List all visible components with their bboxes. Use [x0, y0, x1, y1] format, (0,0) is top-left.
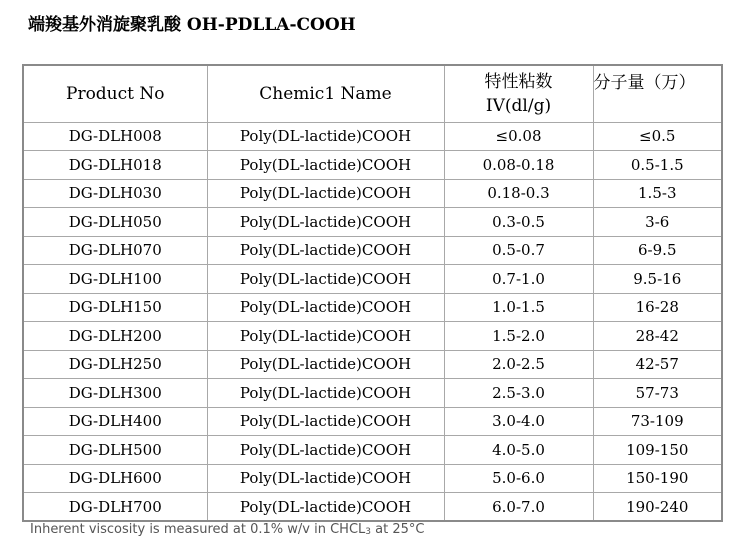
- cell-intrinsic-viscosity: 6.0-7.0: [444, 493, 593, 522]
- cell-product-no: DG-DLH018: [23, 151, 207, 180]
- cell-product-no: DG-DLH008: [23, 122, 207, 151]
- cell-chemical-name: Poly(DL-lactide)COOH: [207, 322, 444, 351]
- cell-chemical-name: Poly(DL-lactide)COOH: [207, 265, 444, 294]
- footnote-subscript: 3: [365, 527, 372, 537]
- cell-intrinsic-viscosity: 0.18-0.3: [444, 179, 593, 208]
- cell-intrinsic-viscosity: 4.0-5.0: [444, 436, 593, 465]
- cell-product-no: DG-DLH300: [23, 379, 207, 408]
- table-row: [23, 407, 722, 436]
- table-row: [23, 236, 722, 265]
- cell-chemical-name: Poly(DL-lactide)COOH: [207, 350, 444, 379]
- table-row: [23, 464, 722, 493]
- cell-molecular-weight: 57-73: [593, 379, 722, 408]
- table-row: [23, 293, 722, 322]
- cell-product-no: DG-DLH070: [23, 236, 207, 265]
- table-body: [23, 122, 722, 521]
- cell-molecular-weight: 16-28: [593, 293, 722, 322]
- cell-product-no: DG-DLH050: [23, 208, 207, 237]
- cell-molecular-weight: 9.5-16: [593, 265, 722, 294]
- cell-intrinsic-viscosity: 1.5-2.0: [444, 322, 593, 351]
- footnote-prefix: Inherent viscosity is measured at 0.1% w/v in CHCL: [30, 522, 366, 537]
- product-table: [22, 64, 723, 522]
- header-chemical-name: Chemic1 Name: [207, 65, 444, 122]
- footnote: [30, 522, 424, 537]
- cell-intrinsic-viscosity: 0.3-0.5: [444, 208, 593, 237]
- table-row: [23, 379, 722, 408]
- cell-product-no: DG-DLH400: [23, 407, 207, 436]
- cell-chemical-name: Poly(DL-lactide)COOH: [207, 293, 444, 322]
- cell-molecular-weight: ≤0.5: [593, 122, 722, 151]
- cell-chemical-name: Poly(DL-lactide)COOH: [207, 436, 444, 465]
- cell-product-no: DG-DLH700: [23, 493, 207, 522]
- cell-molecular-weight: 3-6: [593, 208, 722, 237]
- table-header-row: [23, 65, 722, 122]
- cell-product-no: DG-DLH150: [23, 293, 207, 322]
- table-row: [23, 265, 722, 294]
- cell-product-no: DG-DLH030: [23, 179, 207, 208]
- cell-product-no: DG-DLH600: [23, 464, 207, 493]
- table-row: [23, 322, 722, 351]
- cell-intrinsic-viscosity: 0.7-1.0: [444, 265, 593, 294]
- cell-intrinsic-viscosity: 1.0-1.5: [444, 293, 593, 322]
- cell-intrinsic-viscosity: 0.5-0.7: [444, 236, 593, 265]
- cell-molecular-weight: 109-150: [593, 436, 722, 465]
- cell-intrinsic-viscosity: 5.0-6.0: [444, 464, 593, 493]
- header-intrinsic-viscosity: [444, 65, 593, 122]
- table-row: [23, 151, 722, 180]
- cell-molecular-weight: 42-57: [593, 350, 722, 379]
- cell-intrinsic-viscosity: ≤0.08: [444, 122, 593, 151]
- cell-product-no: DG-DLH500: [23, 436, 207, 465]
- cell-molecular-weight: 1.5-3: [593, 179, 722, 208]
- cell-product-no: DG-DLH250: [23, 350, 207, 379]
- header-iv-line2: IV(dl/g): [485, 95, 552, 116]
- header-product-no: Product No: [23, 65, 207, 122]
- table-row: [23, 179, 722, 208]
- table-row: [23, 493, 722, 522]
- header-iv-line1: 特性粘数: [484, 71, 553, 92]
- footnote-suffix: at 25°C: [371, 522, 425, 537]
- cell-molecular-weight: 0.5-1.5: [593, 151, 722, 180]
- cell-chemical-name: Poly(DL-lactide)COOH: [207, 151, 444, 180]
- cell-chemical-name: Poly(DL-lactide)COOH: [207, 179, 444, 208]
- table-row: [23, 208, 722, 237]
- cell-molecular-weight: 73-109: [593, 407, 722, 436]
- cell-intrinsic-viscosity: 3.0-4.0: [444, 407, 593, 436]
- table-row: [23, 350, 722, 379]
- cell-chemical-name: Poly(DL-lactide)COOH: [207, 208, 444, 237]
- cell-product-no: DG-DLH100: [23, 265, 207, 294]
- page-title: 端羧基外消旋聚乳酸 OH-PDLLA-COOH: [28, 15, 356, 35]
- table-row: [23, 436, 722, 465]
- cell-intrinsic-viscosity: 2.0-2.5: [444, 350, 593, 379]
- cell-intrinsic-viscosity: 0.08-0.18: [444, 151, 593, 180]
- cell-chemical-name: Poly(DL-lactide)COOH: [207, 493, 444, 522]
- cell-intrinsic-viscosity: 2.5-3.0: [444, 379, 593, 408]
- cell-molecular-weight: 190-240: [593, 493, 722, 522]
- cell-chemical-name: Poly(DL-lactide)COOH: [207, 236, 444, 265]
- cell-molecular-weight: 28-42: [593, 322, 722, 351]
- cell-molecular-weight: 150-190: [593, 464, 722, 493]
- cell-molecular-weight: 6-9.5: [593, 236, 722, 265]
- cell-chemical-name: Poly(DL-lactide)COOH: [207, 407, 444, 436]
- table-row: [23, 122, 722, 151]
- cell-chemical-name: Poly(DL-lactide)COOH: [207, 379, 444, 408]
- cell-chemical-name: Poly(DL-lactide)COOH: [207, 464, 444, 493]
- cell-product-no: DG-DLH200: [23, 322, 207, 351]
- header-molecular-weight: 分子量（万）: [593, 65, 722, 122]
- cell-chemical-name: Poly(DL-lactide)COOH: [207, 122, 444, 151]
